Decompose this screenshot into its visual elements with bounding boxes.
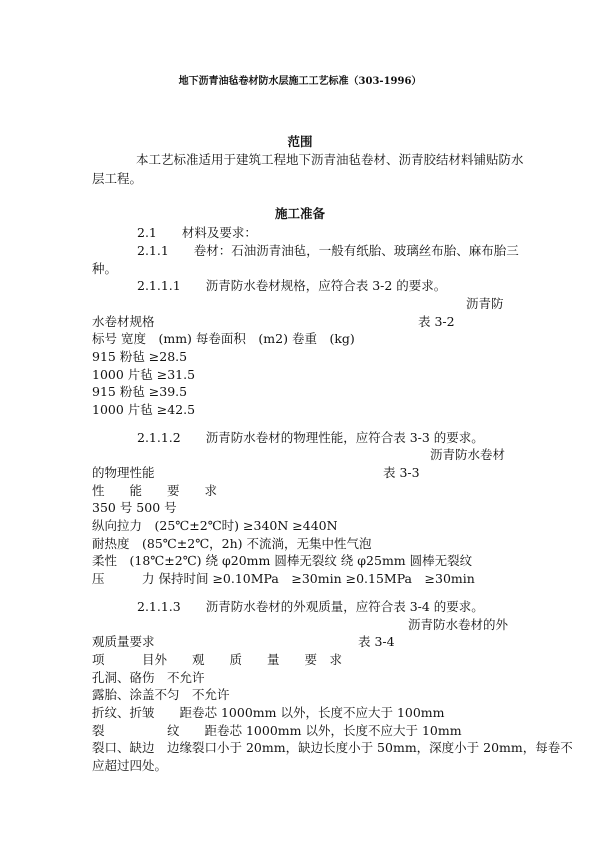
table-3-3-row: 纵向拉力 (25℃±2℃时) ≥340N ≥440N xyxy=(92,518,338,533)
table-3-4-row: 孔洞、硌伤 不允许 xyxy=(92,670,205,685)
clause-2-1: 2.1 材料及要求： xyxy=(137,225,257,240)
clause-2-1-1-line-2: 种。 xyxy=(92,261,118,276)
document-title: 地下沥青油毡卷材防水层施工工艺标准（303-1996） xyxy=(178,76,422,87)
table-3-2-row: 915 粉毡 ≥39.5 xyxy=(92,384,188,399)
clause-2-1-1-3: 2.1.1.3 沥青防水卷材的外观质量，应符合表 3-4 的要求。 xyxy=(137,599,484,614)
scope-line-2: 层工程。 xyxy=(92,171,143,186)
table-3-4-caption-b: 观质量要求 xyxy=(92,634,155,649)
table-3-2-caption-b: 水卷材规格 xyxy=(92,314,155,329)
table-3-4-header: 项 目外 观 质 量 要 求 xyxy=(92,652,343,667)
table-3-3-header: 性 能 要 求 xyxy=(92,483,218,498)
table-3-4-row: 裂 纹 距卷芯 1000mm 以外，长度不应大于 10mm xyxy=(92,723,462,738)
table-3-4-row-continued: 应超过四处。 xyxy=(92,758,168,773)
table-3-3-row: 柔性 (18℃±2℃) 绕 φ20mm 圆棒无裂纹 绕 φ25mm 圆棒无裂纹 xyxy=(92,553,473,568)
table-3-2-header: 标号 宽度 (mm) 每卷面积 (m2) 卷重 (kg) xyxy=(92,331,355,346)
clause-2-1-1-1: 2.1.1.1 沥青防水卷材规格，应符合表 3-2 的要求。 xyxy=(137,278,447,293)
table-3-2-row: 1000 片毡 ≥31.5 xyxy=(92,367,196,382)
clause-2-1-1-line-1: 2.1.1 卷材：石油沥青油毡，一般有纸胎、玻璃丝布胎、麻布胎三 xyxy=(137,243,519,258)
table-3-3-row: 耐热度 (85℃±2℃，2h) 不流淌，无集中性气泡 xyxy=(92,536,372,551)
table-3-4-row: 裂口、缺边 边缘裂口小于 20mm，缺边长度小于 50mm，深度小于 20mm，每卷不 xyxy=(92,740,573,755)
table-3-2-row: 915 粉毡 ≥28.5 xyxy=(92,349,188,364)
scope-line-1: 本工艺标准适用于建筑工程地下沥青油毡卷材、沥青胶结材料铺贴防水 xyxy=(136,152,524,167)
preparation-heading: 施工准备 xyxy=(274,206,325,221)
table-3-4-caption-a: 沥青防水卷材的外 xyxy=(408,617,509,632)
table-3-3-caption-a: 沥青防水卷材 xyxy=(430,447,506,462)
table-3-4-number: 表 3-4 xyxy=(358,634,395,649)
clause-2-1-1-2: 2.1.1.2 沥青防水卷材的物理性能，应符合表 3-3 的要求。 xyxy=(137,430,484,445)
table-3-2-number: 表 3-2 xyxy=(418,314,455,329)
table-3-2-caption-a: 沥青防 xyxy=(466,296,504,311)
table-3-3-grades: 350 号 500 号 xyxy=(92,500,177,515)
table-3-3-caption-b: 的物理性能 xyxy=(92,465,155,480)
table-3-2-row: 1000 片毡 ≥42.5 xyxy=(92,402,196,417)
table-3-4-row: 折纹、折皱 距卷芯 1000mm 以外，长度不应大于 100mm xyxy=(92,705,445,720)
scope-heading: 范围 xyxy=(287,134,313,149)
table-3-3-number: 表 3-3 xyxy=(383,465,420,480)
table-3-3-row: 压 力 保持时间 ≥0.10MPa ≥30min ≥0.15MPa ≥30min xyxy=(92,571,475,586)
table-3-4-row: 露胎、涂盖不匀 不允许 xyxy=(92,687,230,702)
